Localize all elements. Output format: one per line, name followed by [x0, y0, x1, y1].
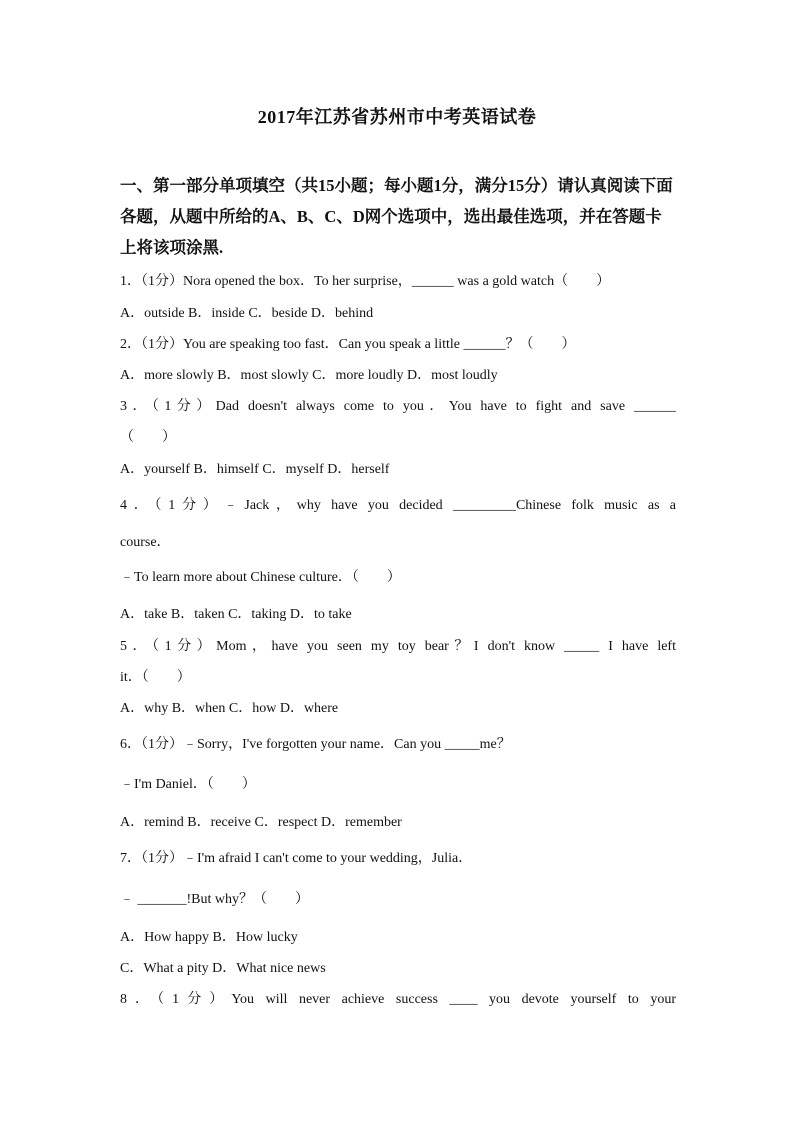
question-6-options: A．remind B．receive C．respect D．remember — [120, 815, 402, 830]
question-5: 5．（1分）Mom，have you seen my toy bear？I don't know _____ I have left — [120, 639, 676, 654]
question-8: 8．（1分）You will never achieve success ____ you devote yourself to your — [120, 992, 676, 1007]
section-heading: 一、第一部分单项填空（共15小题；每小题1分，满分15分）请认真阅读下面各题，从题中所给的A、B、C、D网个选项中，选出最佳选项，并在答题卡上将该项涂黑. — [120, 176, 673, 257]
question-1-options: A．outside B．inside C．beside D．behind — [120, 306, 374, 321]
question-3: 3．（1分）Dad doesn't always come to you．You have to fight and save ______ — [120, 399, 676, 414]
question-3-options: A．yourself B．himself C．myself D．herself — [120, 462, 390, 477]
question-4-continued: course． — [120, 535, 171, 550]
question-6-reply: ﹣I'm Daniel．（ ） — [120, 777, 256, 792]
question-5-continued: it．（ ） — [120, 670, 191, 685]
question-4-options: A．take B．taken C．taking D．to take — [120, 607, 352, 622]
question-5-options: A．why B．when C．how D．where — [120, 701, 339, 716]
question-1: 1．（1分）Nora opened the box．To her surprise，______ was a gold watch（ ） — [120, 274, 611, 289]
question-3-bracket: （ ） — [120, 430, 176, 445]
question-6: 6．（1分）﹣Sorry，I've forgotten your name．Can you _____me？ — [120, 737, 511, 752]
question-2-options: A．more slowly B．most slowly C．more loudly D．most loudly — [120, 368, 498, 383]
question-7-reply: ﹣ _______!But why？（ ） — [120, 892, 309, 907]
question-7: 7．（1分）﹣I'm afraid I can't come to your wedding，Julia． — [120, 851, 473, 866]
question-4-reply: ﹣To learn more about Chinese culture．（ ） — [120, 570, 401, 585]
question-2: 2．（1分）You are speaking too fast．Can you speak a little ______？（ ） — [120, 337, 576, 352]
question-4: 4．（1分）﹣Jack，why have you decided _________Chinese folk music as a — [120, 498, 676, 513]
question-7-options-ab: A．How happy B．How lucky — [120, 930, 298, 945]
question-7-options-cd: C．What a pity D．What nice news — [120, 961, 326, 976]
exam-title: 2017年江苏省苏州市中考英语试卷 — [257, 107, 537, 127]
